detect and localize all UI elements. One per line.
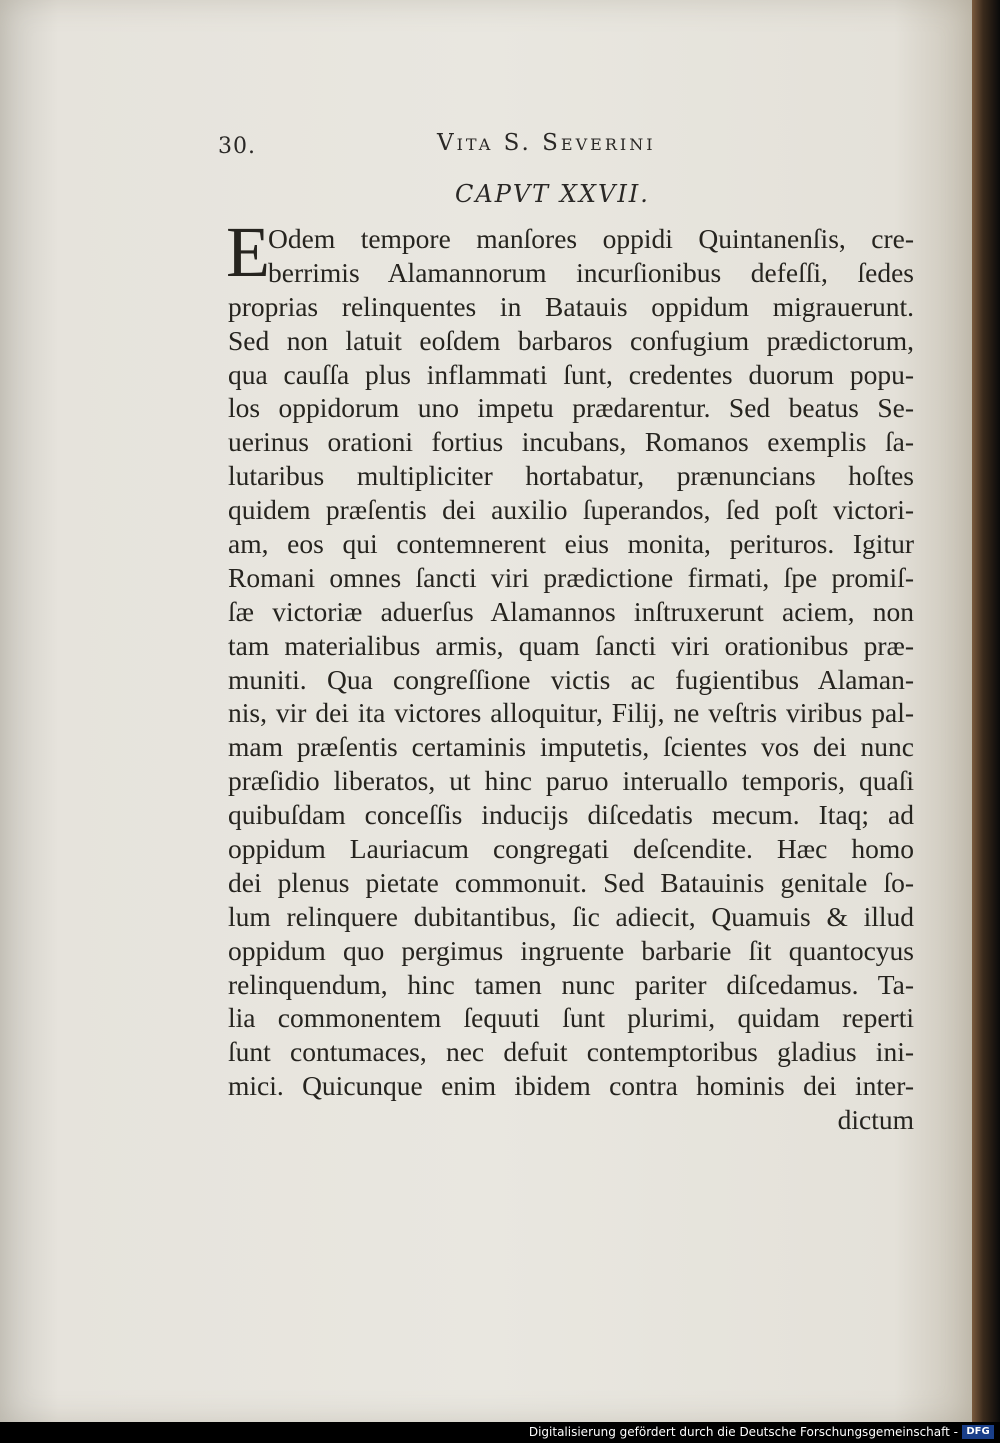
- text-line: lum relinquere dubitantibus, ſic adiecit, Quamuis & illud: [228, 900, 914, 932]
- text-line: am, eos qui contemnerent eius monita, perituros. Igitur: [228, 528, 914, 560]
- text-line: proprias relinquentes in Batauis oppidum migrauerunt.: [228, 290, 914, 322]
- text-line: Odem tempore manſores oppidi Quintanenſis, cre-: [268, 223, 914, 254]
- running-head: Vita S. Severini: [437, 130, 656, 156]
- text-line: relinquendum, hinc tamen nunc pariter diſcedamus. Ta-: [228, 968, 914, 1000]
- page-edge-shadow: [972, 0, 1000, 1422]
- dfg-logo-icon: DFG: [962, 1425, 994, 1439]
- body-text: [226, 212, 914, 1137]
- text-line: lutaribus multipliciter hortabatur, prænuncians hoſtes: [228, 460, 914, 492]
- text-line: oppidum Lauriacum congregati deſcendite. Hæc homo: [228, 833, 914, 865]
- digitization-footer: [0, 1422, 1000, 1443]
- text-line: mici. Quicunque enim ibidem contra hominis dei inter-: [228, 1070, 914, 1102]
- chapter-title: CAPVT XXVII.: [455, 180, 650, 208]
- text-line: qua cauſſa plus inflammati ſunt, credentes duorum popu-: [228, 358, 914, 390]
- text-line: oppidum quo pergimus ingruente barbarie ſit quantocyus: [228, 934, 914, 966]
- text-line: Sed non latuit eoſdem barbaros confugium prædictorum,: [228, 324, 914, 356]
- text-line: los oppidorum uno impetu prædarentur. Sed beatus Se-: [228, 392, 914, 424]
- drop-cap: E: [226, 212, 270, 292]
- text-line: tam materialibus armis, quam ſancti viri orationibus præ-: [228, 629, 914, 661]
- text-line: berrimis Alamannorum incurſionibus defeſſi, ſedes: [268, 256, 914, 288]
- text-line: nis, vir dei ita victores alloquitur, Filij, ne veſtris viribus pal-: [228, 697, 914, 729]
- text-line: muniti. Qua congreſſione victis ac fugientibus Alaman-: [228, 663, 914, 695]
- text-line: mam præſentis certaminis imputetis, ſcientes vos dei nunc: [228, 731, 914, 763]
- text-line: dei plenus pietate commonuit. Sed Batauinis genitale ſo-: [228, 866, 914, 898]
- text-line: quidem præſentis dei auxilio ſuperandos, ſed poſt victori-: [228, 494, 914, 526]
- text-line: ſunt contumaces, nec defuit contemptoribus gladius ini-: [228, 1036, 914, 1068]
- page-number: 30.: [218, 134, 256, 159]
- page-header: [0, 128, 972, 168]
- text-line: uerinus orationi fortius incubans, Romanos exemplis ſa-: [228, 426, 914, 458]
- text-line: Romani omnes ſancti viri prædictione firmati, ſpe promiſ-: [228, 561, 914, 593]
- text-line: lia commonentem ſequuti ſunt plurimi, quidam reperti: [228, 1002, 914, 1034]
- catchword: dictum: [837, 1104, 914, 1136]
- text-line: ſæ victoriæ aduerſus Alamannos inſtruxerunt aciem, non: [228, 595, 914, 627]
- digitization-credit: Digitalisierung gefördert durch die Deutsche Forschungsgemeinschaft -: [528, 1425, 958, 1439]
- text-line: præſidio liberatos, ut hinc paruo interuallo temporis, quaſi: [228, 765, 914, 797]
- text-line: quibuſdam conceſſis inducijs diſcedatis mecum. Itaq; ad: [228, 799, 914, 831]
